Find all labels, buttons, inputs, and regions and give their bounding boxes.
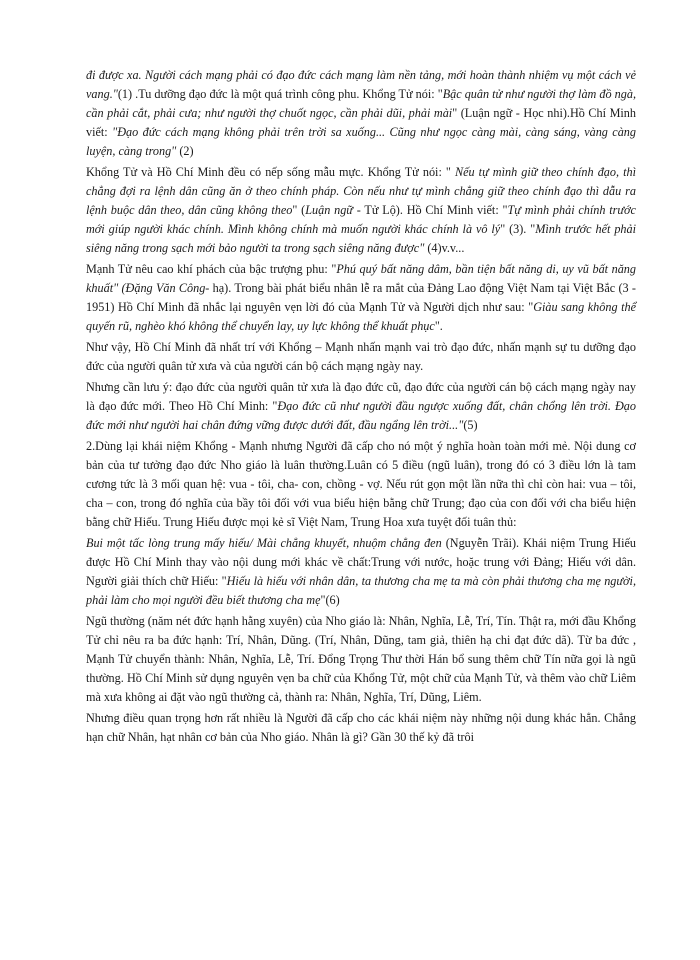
paragraph [86,378,636,435]
paragraph [86,612,636,707]
paragraph [86,437,636,532]
text-run: (5) [463,418,478,432]
italic-text: "Đạo đức cách mạng không phải trên trời sa xuống... Cũng như ngọc càng mài, càng sáng, vàng càng luyện, càng trong" [86,125,636,158]
text-run: (4)v.v... [424,241,465,255]
paragraph [86,338,636,376]
italic-text: Nếu tự mình giữ theo chính đạo, thì chẳng đợi ra lệnh dân cũng ăn ở theo chính pháp. Còn nếu như tự mình chẳng giữ theo chính đạo thì dẫu ra lệnh buộc dân theo, dân cũng không theo [86,165,636,217]
paragraph [86,163,636,258]
text-run: (Nguyễn Trãi). Khái niệm Trung Hiếu được Hồ Chí Minh thay vào nội dung mới khác về chất:Trung với nước, hoặc trung với Đảng; Hiếu với dân. Người giải thích chữ Hiếu: " [86,536,636,588]
italic-text: Giàu sang không thể quyến rũ, nghèo khó không thể chuyển lay, uy lực không thể khuất phục [86,300,636,333]
paragraph [86,534,636,610]
text-run: Mạnh Tử nêu cao khí phách của bậc trượng phu: " [86,262,337,276]
text-run: " (Luận ngữ - Học nhi).Hồ Chí Minh viết: [86,106,636,139]
text-run: Nhưng điều quan trọng hơn rất nhiều là Người đã cấp cho các khái niệm này những nội dung khác hẳn. Chẳng hạn chữ Nhân, hạt nhân cơ bản của Nho giáo. Nhân là gì? Gần 30 thế kỷ đã trôi [86,711,636,744]
italic-text: Hiếu là hiếu với nhân dân, ta thương cha mẹ ta mà còn phải thương cha mẹ người, phải làm cho mọi người đều biết thương cha mẹ [86,574,636,607]
document-page [86,66,636,749]
paragraph [86,66,636,161]
text-run: " (3). " [500,222,536,236]
italic-text: Phú quý bất năng dâm, bần tiện bất năng di, uy vũ bất năng khuất" (Đặng Văn Công [86,262,636,295]
paragraph [86,709,636,747]
text-run: (2) [176,144,194,158]
italic-text: Luận ngữ [305,203,353,217]
italic-text: đi được xa. Người cách mạng phải có đạo đức cách mạng làm nền tảng, mới hoàn thành nhiệm vụ một cách vẻ vang." [86,68,636,101]
text-run: - hạ). Trong bài phát biểu nhân lễ ra mắt của Đảng Lao động Việt Nam tại Việt Bắc (3 - 1951) Hồ Chí Minh đã nhắc lại nguyên vẹn lời đó của Mạnh Tử và Người dịch như sau: " [86,281,636,314]
text-run: " ( [292,203,306,217]
italic-text: Bậc quân tử như người thợ làm đồ ngà, cần phải cắt, phải cưa; như người thợ chuốt ngọc, cần phải dũi, phải mài [86,87,637,120]
italic-text: Bui một tấc lòng trung mấy hiếu/ Mài chẳng khuyết, nhuộm chẳng đen [86,536,442,550]
paragraph [86,260,636,336]
text-run: 2.Dùng lại khái niệm Khổng - Mạnh nhưng Người đã cấp cho nó một ý nghĩa hoàn toàn mới mẻ. Nội dung cơ bản của tư tưởng đạo đức Nho giáo là luân thường.Luân có 5 điều (ngũ luân), trong đó có 3 điều lớn là tam cương tức là 3 mối quan hệ: vua - tôi, cha- con, chồng - vợ. Nếu rút gọn một lần nữa thì chỉ còn hai: vua – tôi, cha – con, trong đó nghĩa của bầy tôi đối với vua biểu hiện bằng chữ Trung; đạo của con đối với cha biểu hiện bằng chữ Hiếu. Trung Hiếu được mọi kẻ sĩ Việt Nam, Trung Hoa xưa tuyệt đối tuân thủ: [86,439,636,529]
text-run: (1) .Tu dưỡng đạo đức là một quá trình công phu. Khổng Tử nói: " [117,87,443,101]
text-run: Khổng Tử và Hồ Chí Minh đều có nếp sống mẫu mực. Khổng Tử nói: " [86,165,455,179]
text-run: ". [434,319,443,333]
text-run: "(6) [320,593,340,607]
text-run: Ngũ thường (năm nét đức hạnh hằng xuyên) của Nho giáo là: Nhân, Nghĩa, Lễ, Trí, Tín. Thật ra, mới đầu Khổng Tử chỉ nêu ra ba đức hạnh: Trí, Nhân, Dũng. (Trí, Nhân, Dũng, tam giả, thiên hạ chi đạt đức dã). Từ ba đức , Mạnh Tử chuyển thành: Nhân, Nghĩa, Lễ, Trí. Đổng Trọng Thư thời Hán bổ sung thêm chữ Tín nữa gọi là ngũ thường. Hồ Chí Minh sử dụng nguyên vẹn ba chữ của Khổng Tử, một chữ của Mạnh Tử, và thêm vào chữ Liêm mà xưa không ai đặt vào ngũ thường cả, thành ra: Nhân, Nghĩa, Trí, Dũng, Liêm. [86,614,636,704]
text-run: Như vậy, Hồ Chí Minh đã nhất trí với Khổng – Mạnh nhấn mạnh vai trò đạo đức, nhấn mạnh sự tu dưỡng đạo đức của người quân tử xưa và của người cán bộ cách mạng ngày nay. [86,340,636,373]
text-run: Nhưng cần lưu ý: đạo đức của người quân tử xưa là đạo đức cũ, đạo đức của người cán bộ cách mạng ngày nay là đạo đức mới. Theo Hồ Chí Minh: " [86,380,636,413]
italic-text: Đạo đức cũ như người đầu ngược xuống đất, chân chổng lên trời. Đạo đức mới như người hai chân đứng vững được dưới đất, đầu ngẩng lên trời..." [86,399,636,432]
italic-text: Tự mình phải chính trước mới giúp người khác chính. Mình không chính mà muốn người khác chính là vô lý [86,203,636,236]
text-run: - Tử Lộ). Hồ Chí Minh viết: " [352,203,508,217]
italic-text: Mình trước hết phải siêng năng trong sạch mới bảo người ta trong sạch siêng năng được" [86,222,636,255]
